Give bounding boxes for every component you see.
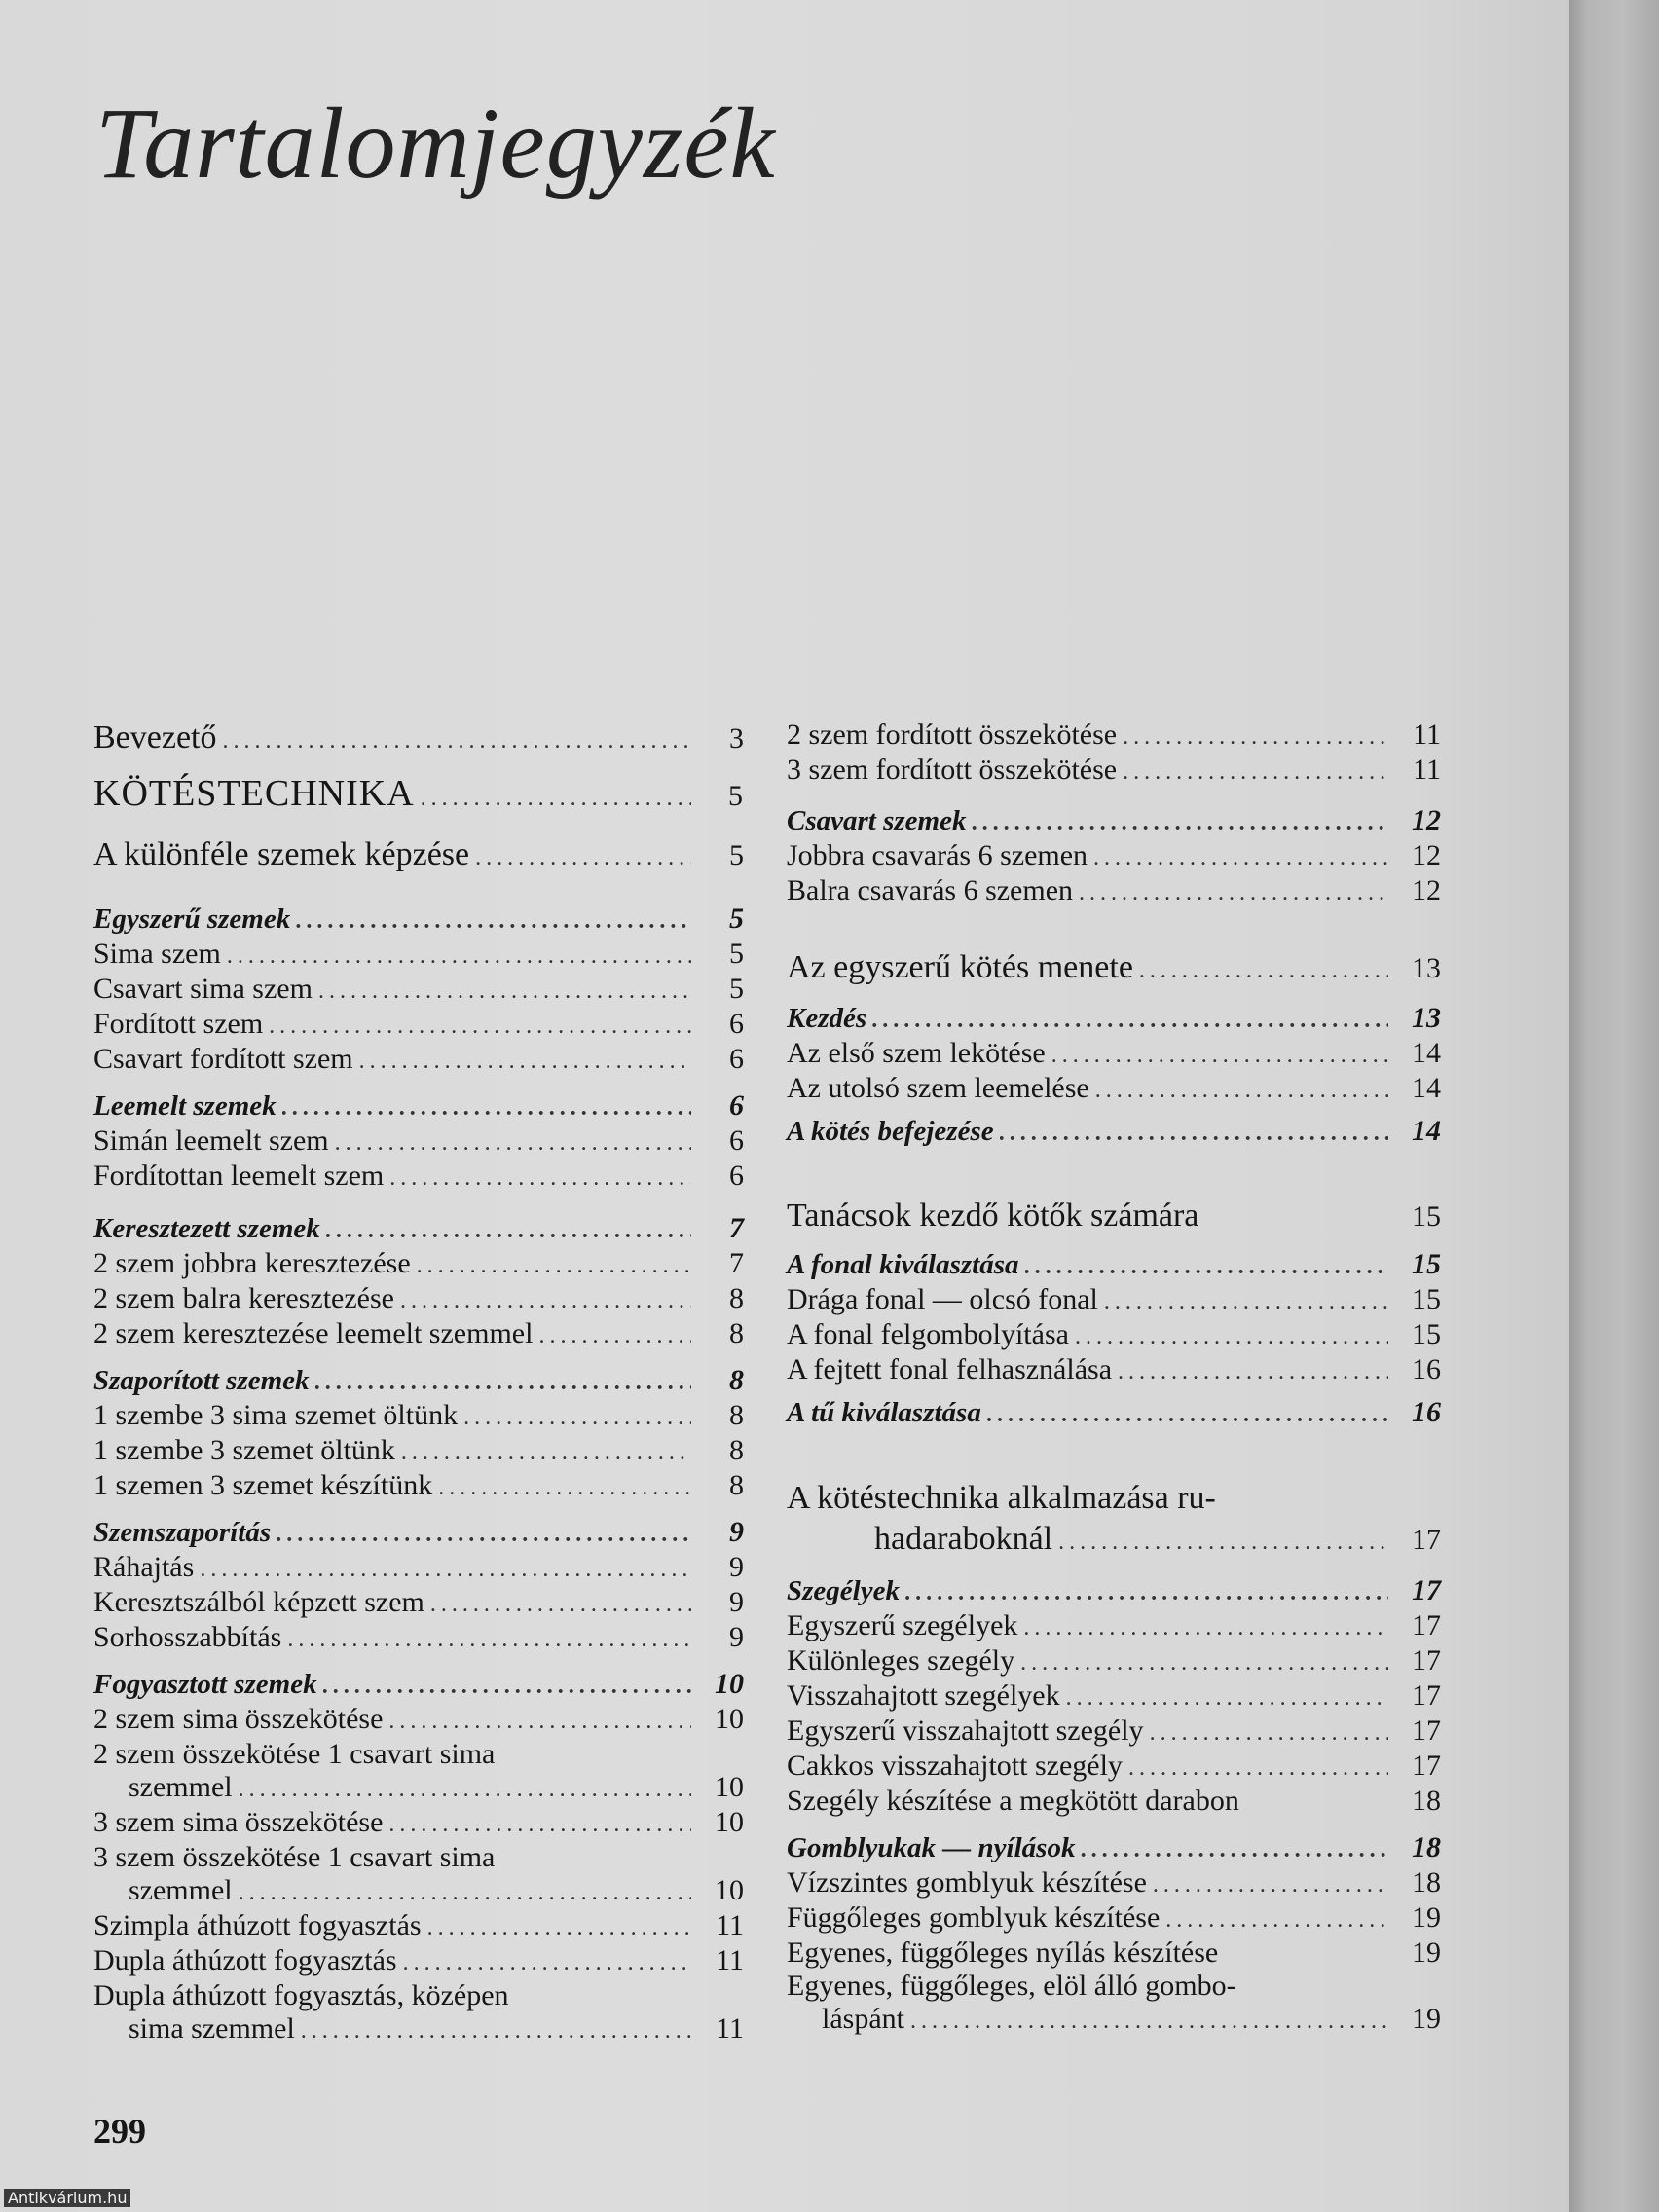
toc-entry-label: Jobbra csavarás 6 szemen [787,839,1088,871]
leader-dots [987,1398,1388,1431]
leader-dots [872,1004,1388,1037]
leader-dots [239,1876,691,1909]
toc-chapter [93,835,744,877]
toc-entry-label: Szegély készítése a megkötött darabon [787,1785,1239,1817]
toc-entry-label: Az első szem lekötése [787,1037,1046,1069]
toc-entry-line2: szemmel [129,1874,233,1906]
toc-entry-label: Egyenes, függőleges nyílás készítése [787,1936,1219,1969]
toc-chapter-multiline [787,1478,1441,1563]
toc-entry-page: 15 [1412,1248,1441,1280]
toc-entry [787,1644,1441,1679]
toc-entry-page: 17 [1412,1524,1441,1556]
toc-entry [787,1901,1441,1936]
toc-entry-page: 12 [1412,874,1441,906]
toc-entry-page: 11 [716,1944,744,1976]
toc-section [93,1364,744,1399]
toc-section [787,1002,1441,1037]
toc-entry [93,1586,744,1621]
toc-entry-page: 10 [715,1874,744,1906]
toc-entry-label: Egyszerű szegélyek [787,1609,1018,1641]
toc-entry-line1: Egyenes, függőleges, elöl álló gombo- [787,1970,1236,2002]
leader-dots [388,1808,691,1841]
toc-entry-multiline [93,1979,744,2047]
toc-entry-multiline [93,1738,744,1806]
facing-page-edge [1569,0,1659,2212]
toc-entry-label: Keresztezett szemek [93,1213,320,1244]
toc-entry [787,1936,1441,1970]
toc-entry-label: Függőleges gomblyuk készítése [787,1901,1161,1934]
toc-entry-label: Különleges szegély [787,1644,1015,1677]
leader-dots [1066,1681,1388,1714]
leader-dots [323,1670,691,1703]
leader-dots [1000,1117,1388,1150]
leader-dots [430,1588,691,1621]
toc-entry-label: Csavart fordított szem [93,1043,353,1075]
leader-dots [269,1010,691,1043]
toc-entry [93,973,744,1008]
toc-entry-page: 12 [1412,839,1441,871]
toc-entry-label: Bevezető [93,719,217,756]
leader-dots [1093,841,1388,874]
leader-dots [401,1436,691,1469]
toc-entry-page: 9 [729,1621,744,1653]
toc-entry-label: Kezdés [787,1003,867,1034]
toc-entry-page: 6 [729,1160,744,1192]
toc-entry-label: Szaporított szemek [93,1365,310,1396]
toc-entry-label: Keresztszálból képzett szem [93,1586,424,1618]
toc-entry-label: Simán leemelt szem [93,1124,329,1157]
toc-entry-page: 7 [729,1212,744,1244]
toc-entry-label: 2 szem keresztezése leemelt szemmel [93,1317,534,1349]
toc-entry-label: Leemelt szemek [93,1090,276,1122]
toc-entry [787,839,1441,874]
toc-entry-label: 3 szem sima összekötése [93,1806,384,1838]
toc-entry-page: 17 [1412,1609,1441,1641]
toc-entry-page: 5 [729,903,744,935]
toc-entry-page: 17 [1412,1679,1441,1712]
leader-dots [296,904,691,938]
toc-entry-label: 2 szem sima összekötése [93,1703,384,1735]
leader-dots [438,1471,691,1504]
toc-entry-line2: szemmel [129,1771,233,1803]
toc-entry-page: 17 [1412,1714,1441,1747]
toc-entry-line2: láspánt [822,2003,904,2035]
toc-entry [787,1714,1441,1750]
toc-entry-label: Egyszerű visszahajtott szegély [787,1714,1144,1747]
toc-entry [787,1318,1441,1353]
toc-entry-page: 15 [1412,1200,1441,1233]
toc-entry-page: 18 [1412,1866,1441,1899]
toc-entry-page: 8 [729,1399,744,1431]
toc-entry-page: 9 [729,1516,744,1548]
toc-entry-label: Drága fonal — olcsó fonal [787,1283,1098,1315]
toc-entry-label: Fogyasztott szemek [93,1669,317,1700]
toc-entry-page: 11 [1413,719,1441,751]
toc-entry-page: 8 [729,1364,744,1396]
leader-dots [318,975,691,1008]
page-title: Tartalomjegyzék [95,88,776,200]
toc-entry [93,719,744,760]
toc-entry-page: 17 [1412,1574,1441,1606]
toc-entry [93,1317,744,1352]
toc-entry-label: 1 szembe 3 szemet öltünk [93,1434,395,1466]
toc-entry [93,1621,744,1656]
toc-entry [787,1283,1441,1318]
toc-entry [93,1160,744,1195]
leader-dots [1079,876,1388,909]
toc-entry-page: 5 [729,973,744,1005]
toc-entry-label: 2 szem jobbra keresztezése [93,1247,411,1279]
toc-entry-label: 3 szem fordított összekötése [787,754,1118,786]
leader-dots [403,1946,691,1979]
toc-entry [787,719,1441,754]
toc-entry-line2: hadaraboknál [874,1521,1053,1557]
toc-entry-label: A különféle szemek képzése [93,836,470,872]
toc-entry [93,1703,744,1738]
toc-entry-page: 18 [1412,1785,1441,1817]
toc-entry-page: 8 [729,1469,744,1501]
toc-entry-page: 15 [1412,1318,1441,1350]
toc-entry [93,1469,744,1504]
toc-entry [93,1909,744,1944]
toc-entry-label: Csavart sima szem [93,973,313,1005]
toc-entry-page: 16 [1412,1396,1441,1428]
leader-dots [417,1249,691,1282]
toc-entry-page: 19 [1412,1936,1441,1969]
toc-entry-label: Ráhajtás [93,1551,195,1583]
watermark: Antikvárium.hu [4,2189,130,2207]
toc-entry-page: 11 [716,2012,744,2045]
toc-entry-label: A fonal felgombolyítása [787,1318,1069,1350]
toc-entry [787,874,1441,909]
leader-dots [463,1401,691,1434]
toc-entry-page: 17 [1412,1644,1441,1677]
toc-entry-line2: sima szemmel [129,2012,295,2045]
leader-dots [1123,720,1388,754]
leader-dots [1075,1320,1388,1353]
toc-entry-label: A fonal kiválasztása [787,1249,1019,1280]
toc-entry-page: 13 [1412,1002,1441,1034]
toc-entry [93,1043,744,1078]
toc-entry-page: 10 [715,1771,744,1803]
toc-entry [787,754,1441,789]
toc-entry-line1: 3 szem összekötése 1 csavart sima [93,1841,496,1873]
toc-chapter [787,1197,1441,1236]
toc-entry-label: Sorhosszabbítás [93,1621,282,1653]
toc-section [93,1668,744,1703]
leader-dots [475,838,691,877]
leader-dots [1150,1716,1388,1750]
leader-dots [400,1284,691,1317]
toc-entry-label: A fejtett fonal felhasználása [787,1353,1113,1385]
toc-entry [787,1609,1441,1644]
toc-entry-label: Szegélyek [787,1575,900,1606]
toc-entry-page: 9 [729,1586,744,1618]
toc-entry-page: 16 [1412,1353,1441,1385]
leader-dots [359,1045,691,1078]
leader-dots [326,1214,691,1247]
toc-entry-label: 2 szem balra keresztezése [93,1282,394,1314]
leader-dots [1104,1285,1388,1318]
toc-entry-label: Gomblyukak — nyílások [787,1832,1076,1863]
leader-dots [282,1091,691,1124]
toc-entry-page: 6 [729,1008,744,1040]
toc-entry-page: 11 [716,1909,744,1941]
toc-entry-page: 6 [729,1089,744,1122]
leader-dots [1123,756,1388,789]
leader-dots [1128,1751,1388,1785]
toc-entry-label: Visszahajtott szegélyek [787,1679,1060,1712]
leader-dots [315,1366,691,1399]
toc-entry [93,1944,744,1979]
toc-entry-label: Szemszaporítás [93,1517,272,1548]
toc-entry-page: 15 [1412,1283,1441,1315]
leader-dots [389,1161,691,1195]
toc-entry-label: Szimpla áthúzott fogyasztás [93,1909,422,1941]
leader-dots [200,1553,691,1586]
toc-entry-page: 17 [1412,1750,1441,1782]
toc-section [787,1396,1441,1431]
toc-section [93,1516,744,1551]
leader-dots [1139,951,1388,990]
toc-entry-multiline [787,1970,1441,2038]
toc-entry-page: 10 [715,1668,744,1700]
leader-dots [905,1576,1388,1609]
leader-dots [1165,1903,1388,1936]
toc-entry-page: 5 [729,839,744,871]
leader-dots [223,721,692,760]
toc-entry [787,1072,1441,1107]
toc-entry-page: 14 [1412,1072,1441,1104]
toc-entry-page: 19 [1412,2003,1441,2035]
toc-section [787,1115,1441,1150]
leader-dots [538,1319,691,1352]
leader-dots [1051,1039,1388,1072]
toc-entry-page: 19 [1412,1901,1441,1934]
toc-section [787,1574,1441,1609]
leader-dots [421,779,691,818]
toc-entry [93,938,744,973]
leader-dots [1081,1833,1388,1866]
toc-entry-page: 8 [729,1282,744,1314]
toc-entry-label: Vízszintes gomblyuk készítése [787,1866,1147,1899]
leader-dots [427,1911,691,1944]
page-number: 299 [93,2112,146,2151]
toc-entry-page: 3 [729,722,744,755]
toc-entry [93,1008,744,1043]
toc-entry [787,1866,1441,1901]
toc-part-heading [93,774,744,818]
leader-dots [335,1126,691,1160]
toc-entry-label: Csavart szemek [787,805,967,836]
leader-dots [276,1518,691,1551]
leader-dots [1095,1074,1388,1107]
toc-entry [787,1750,1441,1785]
toc-entry-label: 1 szembe 3 sima szemet öltünk [93,1399,459,1431]
toc-entry-line1: Dupla áthúzott fogyasztás, középen [93,1979,509,2011]
toc-entry-page: 10 [715,1703,744,1735]
toc-entry-page: 9 [729,1551,744,1583]
toc-entry-label: Egyszerű szemek [93,903,291,935]
toc-entry [787,1353,1441,1388]
toc-entry [93,1282,744,1317]
toc-section [787,1831,1441,1866]
leader-dots [1058,1522,1388,1563]
toc-entry-label: A tű kiválasztása [787,1397,981,1428]
toc-entry-label: Sima szem [93,938,221,970]
toc-entry-page: 6 [729,1124,744,1157]
toc-entry-label: Cakkos visszahajtott szegély [787,1750,1123,1782]
leader-dots [910,2005,1388,2038]
toc-entry-label: KÖTÉSTECHNIKA [93,773,415,814]
toc-entry-label: Fordítottan leemelt szem [93,1160,385,1192]
toc-section [93,1212,744,1247]
toc-entry-page: 5 [729,938,744,970]
toc-entry-page: 10 [715,1806,744,1838]
toc-entry-page: 11 [1413,754,1441,786]
toc-entry-label: Az utolsó szem leemelése [787,1072,1089,1104]
toc-entry [787,1037,1441,1072]
leader-dots [239,1773,691,1806]
toc-entry [93,1247,744,1282]
toc-entry-page: 8 [729,1317,744,1349]
toc-entry [93,1806,744,1841]
leader-dots [1023,1611,1388,1644]
toc-entry-page: 5 [728,780,744,812]
toc-entry-multiline [93,1841,744,1909]
toc-left-column [93,719,744,2047]
leader-dots [1118,1355,1388,1388]
toc-entry-label: 2 szem fordított összekötése [787,719,1118,751]
toc-entry-label: 1 szemen 3 szemet készítünk [93,1469,433,1501]
toc-entry-page: 13 [1412,952,1441,984]
toc-entry [93,1124,744,1160]
toc-entry-label: Tanácsok kezdő kötők számára [787,1198,1199,1234]
toc-entry-page: 14 [1412,1037,1441,1069]
toc-right-column [787,719,1441,2038]
toc-entry [787,1679,1441,1714]
toc-entry-label: Dupla áthúzott fogyasztás [93,1944,397,1976]
toc-chapter [787,948,1441,990]
leader-dots [388,1705,691,1738]
leader-dots [287,1623,691,1656]
toc-entry [787,1785,1441,1818]
leader-dots [972,806,1388,839]
leader-dots [227,940,691,973]
toc-section [93,903,744,938]
toc-entry-page: 8 [729,1434,744,1466]
toc-section [93,1089,744,1124]
toc-entry-page: 14 [1412,1115,1441,1147]
leader-dots [1025,1250,1389,1283]
leader-dots [301,2014,691,2047]
toc-entry-page: 12 [1412,804,1441,836]
toc-entry-page: 7 [729,1247,744,1279]
toc-section [787,1248,1441,1283]
toc-entry-label: Fordított szem [93,1008,264,1040]
toc-entry-label: Az egyszerű kötés menete [787,949,1133,985]
toc-entry-page: 18 [1412,1831,1441,1863]
toc-entry-label: A kötés befejezése [787,1116,994,1147]
toc-entry-line1: A kötéstechnika alkalmazása ru- [787,1480,1216,1516]
leader-dots [1020,1646,1388,1679]
toc-entry-page: 6 [729,1043,744,1075]
toc-entry [93,1551,744,1586]
toc-entry [93,1399,744,1434]
toc-entry-line1: 2 szem összekötése 1 csavart sima [93,1738,496,1770]
toc-entry [93,1434,744,1469]
leader-dots [1153,1868,1388,1901]
toc-section [787,804,1441,839]
toc-entry-label: Balra csavarás 6 szemen [787,874,1074,906]
